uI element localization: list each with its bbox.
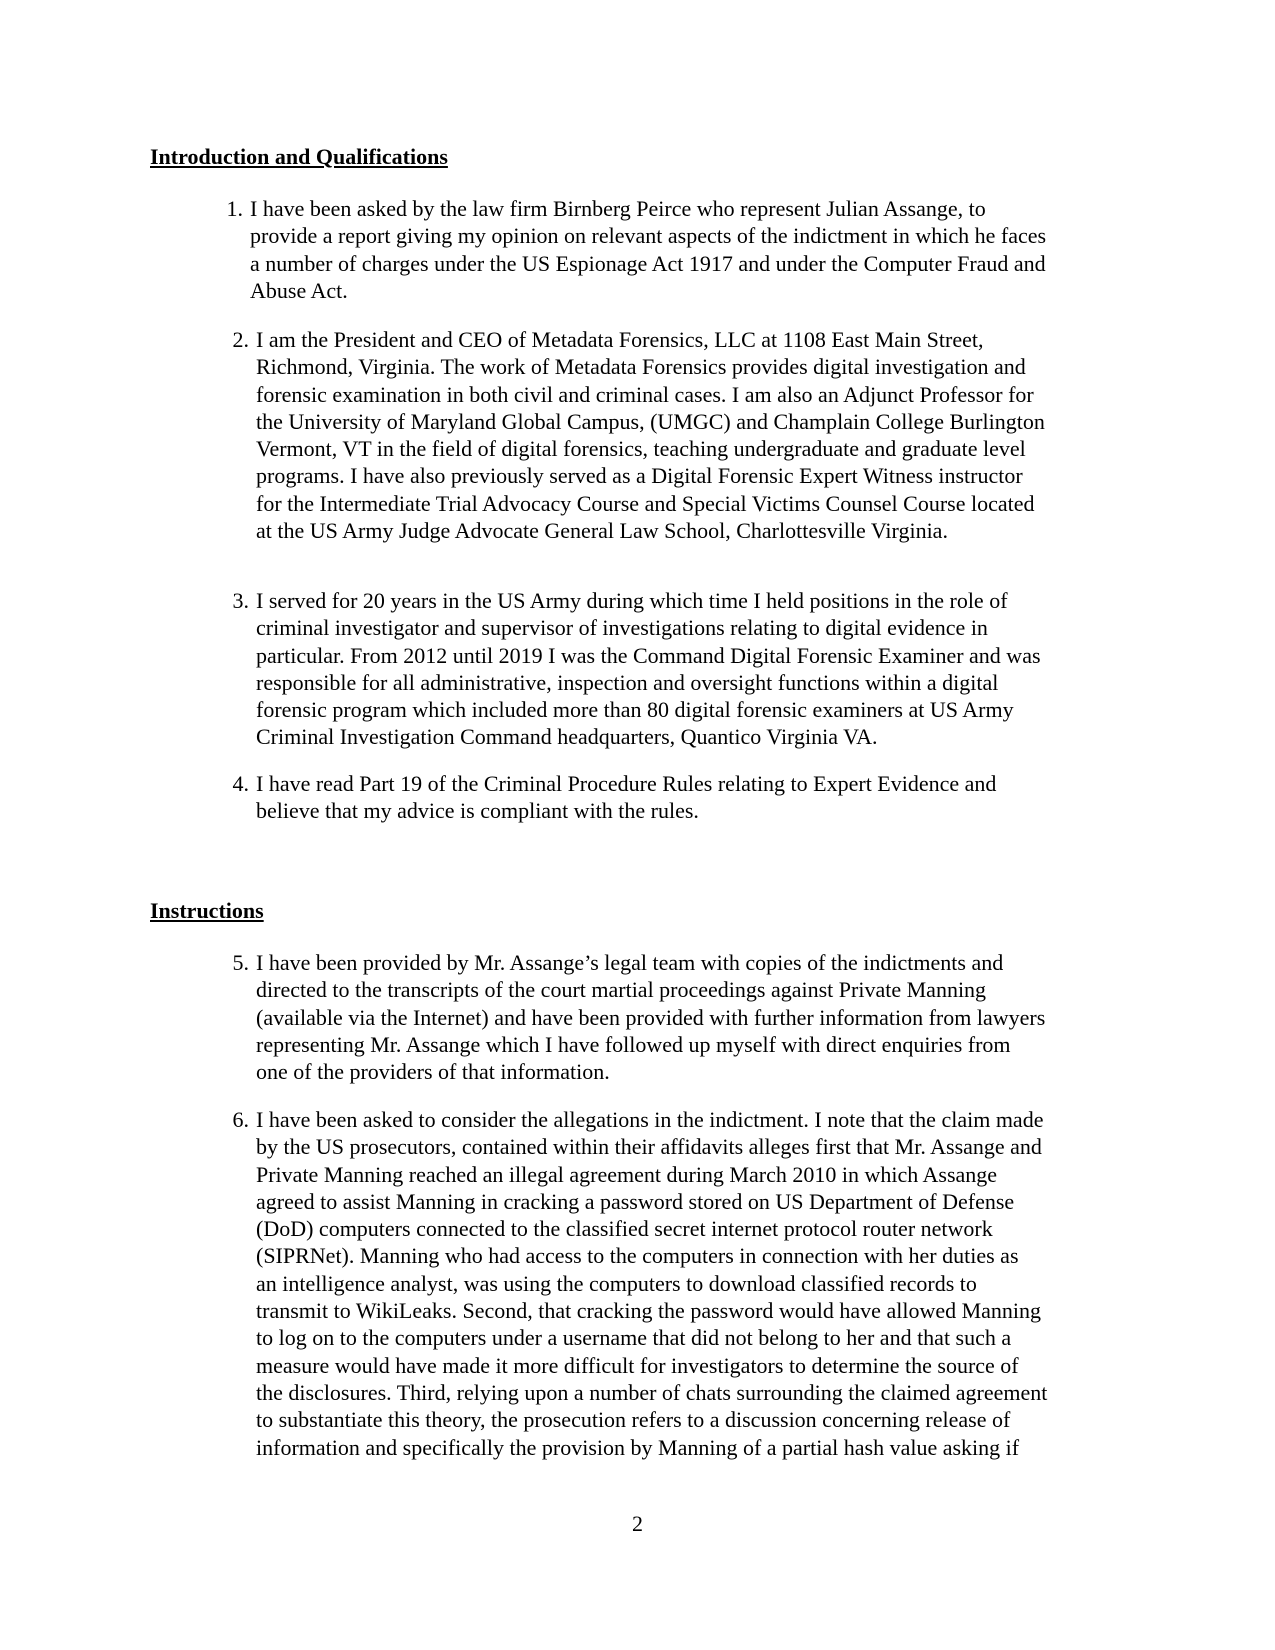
section-heading-introduction: Introduction and Qualifications xyxy=(150,144,448,169)
paragraph-number: 1. xyxy=(226,196,243,221)
paragraph-number: 4. xyxy=(232,771,249,796)
paragraph-2 xyxy=(232,326,1116,544)
paragraph-number: 3. xyxy=(232,588,249,613)
paragraph-text: I have been provided by Mr. Assange’s legal team with copies of the indictments and directed to the transcripts of the court martial proceedings against Private Manning (available via the Internet) and have been provided with further information from lawyers representing Mr. Assange which I have followed up myself with direct enquiries from one of the providers of that information. xyxy=(256,950,1046,1085)
paragraph-5 xyxy=(232,949,1116,1085)
page-number: 2 xyxy=(632,1511,643,1536)
paragraph-text: I have read Part 19 of the Criminal Procedure Rules relating to Expert Evidence and believe that my advice is compliant with the rules. xyxy=(256,771,997,824)
paragraph-text: I am the President and CEO of Metadata Forensics, LLC at 1108 East Main Street, Richmond, Virginia. The work of Metadata Forensics provides digital investigation and forensic examination in both civil and criminal cases. I am also an Adjunct Professor for the University of Maryland Global Campus, (UMGC) and Champlain College Burlington Vermont, VT in the field of digital forensics, teaching undergraduate and graduate level programs. I have also previously served as a Digital Forensic Expert Witness instructor for the Intermediate Trial Advocacy Course and Special Victims Counsel Course located at the US Army Judge Advocate General Law School, Charlottesville Virginia. xyxy=(256,327,1045,544)
paragraph-number: 5. xyxy=(232,950,249,975)
paragraph-1 xyxy=(226,195,1110,304)
paragraph-number: 6. xyxy=(232,1107,249,1132)
paragraph-3 xyxy=(232,587,1116,751)
paragraph-text: I served for 20 years in the US Army during which time I held positions in the role of criminal investigator and supervisor of investigations relating to digital evidence in particular. From 2012 until 2019 I was the Command Digital Forensic Examiner and was responsible for all administrative, inspection and oversight functions within a digital forensic program which included more than 80 digital forensic examiners at US Army Criminal Investigation Command headquarters, Quantico Virginia VA. xyxy=(256,588,1041,750)
paragraph-number: 2. xyxy=(232,327,249,352)
paragraph-text: I have been asked to consider the allegations in the indictment. I note that the claim made by the US prosecutors, contained within their affidavits alleges first that Mr. Assange and Private Manning reached an illegal agreement during March 2010 in which Assange agreed to assist Manning in cracking a password stored on US Department of Defense (DoD) computers connected to the classified secret internet protocol router network (SIPRNet). Manning who had access to the computers in connection with her duties as an intelligence analyst, was using the computers to download classified records to transmit to WikiLeaks. Second, that cracking the password would have allowed Manning to log on to the computers under a username that did not belong to her and that such a measure would have made it more difficult for investigators to determine the source of the disclosures. Third, relying upon a number of chats surrounding the claimed agreement to substantiate this theory, the prosecution refers to a discussion concerning release of information and specifically the provision by Manning of a partial hash value asking if xyxy=(256,1107,1048,1460)
paragraph-4 xyxy=(232,770,1116,825)
paragraph-text: I have been asked by the law firm Birnberg Peirce who represent Julian Assange, to provide a report giving my opinion on relevant aspects of the indictment in which he faces a number of charges under the US Espionage Act 1917 and under the Computer Fraud and Abuse Act. xyxy=(250,196,1047,303)
section-heading-instructions: Instructions xyxy=(150,898,264,923)
paragraph-6 xyxy=(232,1106,1116,1461)
